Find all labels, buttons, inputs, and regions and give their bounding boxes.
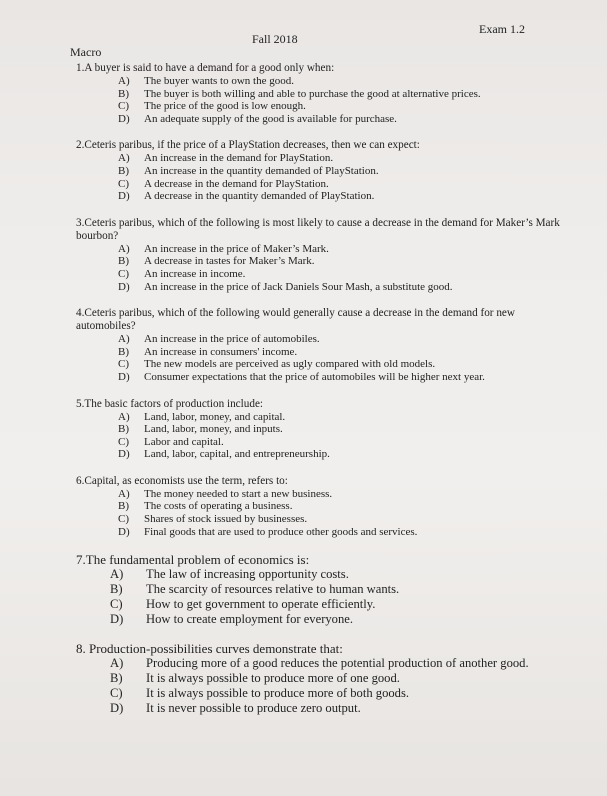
question-stem: 4.Ceteris paribus, which of the following would generally cause a decrease in the demand for new automobiles? — [76, 307, 515, 333]
question-stem: 7.The fundamental problem of economics is: — [76, 552, 310, 568]
option-letter: D) — [118, 370, 130, 383]
option-d — [110, 701, 566, 716]
option-letter: B) — [110, 671, 123, 686]
option-text: An increase in income. — [144, 267, 246, 280]
option-c — [118, 513, 566, 526]
option-letter: D) — [118, 190, 130, 203]
option-letter: D) — [110, 612, 124, 627]
option-a — [118, 333, 566, 346]
option-letter: A) — [110, 567, 124, 582]
option-text: Final goods that are used to produce other goods and services. — [144, 525, 418, 538]
option-letter: B) — [118, 255, 129, 268]
option-letter: A) — [118, 487, 130, 500]
question-7 — [76, 552, 566, 627]
question-1 — [76, 62, 566, 125]
option-letter: B) — [118, 500, 129, 513]
option-text: The buyer is both willing and able to purchase the good at alternative prices. — [144, 87, 481, 100]
answer-options — [110, 567, 566, 627]
option-text: An adequate supply of the good is available for purchase. — [144, 112, 397, 125]
question-4 — [76, 307, 566, 383]
option-text: Land, labor, money, and inputs. — [144, 423, 283, 436]
exam-header — [70, 22, 537, 62]
option-letter: C) — [118, 513, 129, 526]
question-stem: 1.A buyer is said to have a demand for a good only when: — [76, 62, 335, 74]
option-text: The buyer wants to own the good. — [144, 75, 294, 87]
option-letter: C) — [118, 435, 129, 448]
option-letter: A) — [110, 656, 124, 671]
question-6 — [76, 475, 566, 538]
question-list — [76, 62, 566, 730]
option-a — [110, 567, 566, 582]
option-b — [118, 255, 566, 268]
option-letter: C) — [118, 358, 129, 371]
option-letter: B) — [118, 87, 129, 100]
question-8 — [76, 641, 566, 716]
option-b — [110, 671, 566, 686]
option-letter: A) — [118, 242, 130, 255]
option-letter: C) — [110, 686, 123, 701]
option-b — [118, 423, 566, 436]
option-text: Producing more of a good reduces the potential production of another good. — [146, 656, 529, 671]
option-letter: A) — [118, 152, 130, 165]
option-text: Land, labor, money, and capital. — [144, 410, 286, 423]
option-d — [118, 371, 566, 384]
option-a — [118, 75, 566, 88]
option-text: The costs of operating a business. — [144, 500, 293, 513]
option-d — [118, 448, 566, 461]
option-letter: D) — [118, 448, 130, 461]
answer-options — [110, 656, 566, 716]
question-stem: 6.Capital, as economists use the term, refers to: — [76, 474, 288, 487]
option-letter: D) — [118, 280, 130, 293]
option-letter: C) — [118, 177, 129, 190]
option-letter: C) — [118, 267, 129, 280]
option-letter: C) — [110, 597, 123, 612]
option-text: A decrease in the quantity demanded of PlayStation. — [144, 190, 375, 203]
option-letter: B) — [118, 345, 129, 358]
option-c — [118, 358, 566, 371]
option-a — [118, 411, 566, 424]
option-text: How to create employment for everyone. — [146, 612, 354, 627]
option-text: An increase in the demand for PlayStation. — [144, 152, 334, 165]
option-text: Consumer expectations that the price of automobiles will be higher next year. — [144, 370, 485, 383]
option-letter: B) — [118, 423, 129, 436]
question-2 — [76, 139, 566, 202]
answer-options — [118, 152, 566, 202]
option-c — [118, 178, 566, 191]
option-text: It is always possible to produce more of both goods. — [146, 686, 410, 701]
question-3 — [76, 217, 566, 293]
option-text: A decrease in the demand for PlayStation. — [144, 177, 329, 190]
answer-options — [118, 411, 566, 461]
option-letter: B) — [118, 164, 129, 177]
option-text: The money needed to start a new business. — [144, 487, 333, 500]
option-letter: A) — [118, 75, 130, 87]
question-stem: 8. Production-possibilities curves demonstrate that: — [76, 641, 343, 657]
answer-options — [118, 333, 566, 383]
question-stem: 2.Ceteris paribus, if the price of a PlayStation decreases, then we can expect: — [76, 139, 420, 152]
option-c — [118, 268, 566, 281]
option-text: An increase in the price of automobiles. — [144, 333, 320, 346]
option-c — [118, 436, 566, 449]
question-5 — [76, 398, 566, 461]
option-b — [118, 165, 566, 178]
option-b — [118, 500, 566, 513]
option-text: Land, labor, capital, and entrepreneurship. — [144, 448, 330, 461]
question-stem: 3.Ceteris paribus, which of the following is most likely to cause a decrease in the demand for Maker’s Mark bourbon? — [76, 216, 560, 242]
answer-options — [118, 243, 566, 293]
option-b — [118, 346, 566, 359]
option-d — [118, 190, 566, 203]
option-text: It is never possible to produce zero output. — [146, 701, 361, 716]
option-c — [110, 597, 566, 612]
option-text: An increase in the price of Maker’s Mark. — [144, 242, 329, 255]
option-c — [110, 686, 566, 701]
option-letter: A) — [118, 410, 130, 423]
option-a — [118, 243, 566, 256]
option-letter: B) — [110, 582, 123, 597]
option-text: How to get government to operate efficiently. — [146, 597, 376, 612]
option-text: An increase in consumers' income. — [144, 345, 298, 358]
option-d — [110, 612, 566, 627]
term-label: Fall 2018 — [252, 32, 298, 46]
option-d — [118, 281, 566, 294]
option-letter: D) — [118, 112, 130, 125]
option-text: The price of the good is low enough. — [144, 100, 306, 113]
option-text: An increase in the quantity demanded of PlayStation. — [144, 164, 379, 177]
option-b — [110, 582, 566, 597]
option-c — [118, 100, 566, 113]
exam-label: Exam 1.2 — [479, 22, 525, 36]
answer-options — [118, 488, 566, 538]
option-letter: C) — [118, 100, 129, 113]
option-letter: D) — [110, 701, 124, 716]
option-letter: A) — [118, 333, 130, 346]
option-a — [118, 488, 566, 501]
option-text: An increase in the price of Jack Daniels Sour Mash, a substitute good. — [144, 280, 453, 293]
option-text: Shares of stock issued by businesses. — [144, 513, 308, 526]
option-d — [118, 526, 566, 539]
option-text: A decrease in tastes for Maker’s Mark. — [144, 255, 315, 268]
answer-options — [118, 75, 566, 125]
option-text: The scarcity of resources relative to human wants. — [146, 582, 400, 597]
course-name: Macro — [70, 45, 102, 59]
option-b — [118, 88, 566, 101]
option-d — [118, 113, 566, 126]
option-text: The new models are perceived as ugly compared with old models. — [144, 358, 436, 371]
option-a — [118, 152, 566, 165]
option-text: Labor and capital. — [144, 435, 224, 448]
question-stem: 5.The basic factors of production include: — [76, 397, 264, 410]
option-a — [110, 656, 566, 671]
option-text: It is always possible to produce more of one good. — [146, 671, 400, 686]
option-letter: D) — [118, 525, 130, 538]
option-text: The law of increasing opportunity costs. — [146, 567, 349, 582]
